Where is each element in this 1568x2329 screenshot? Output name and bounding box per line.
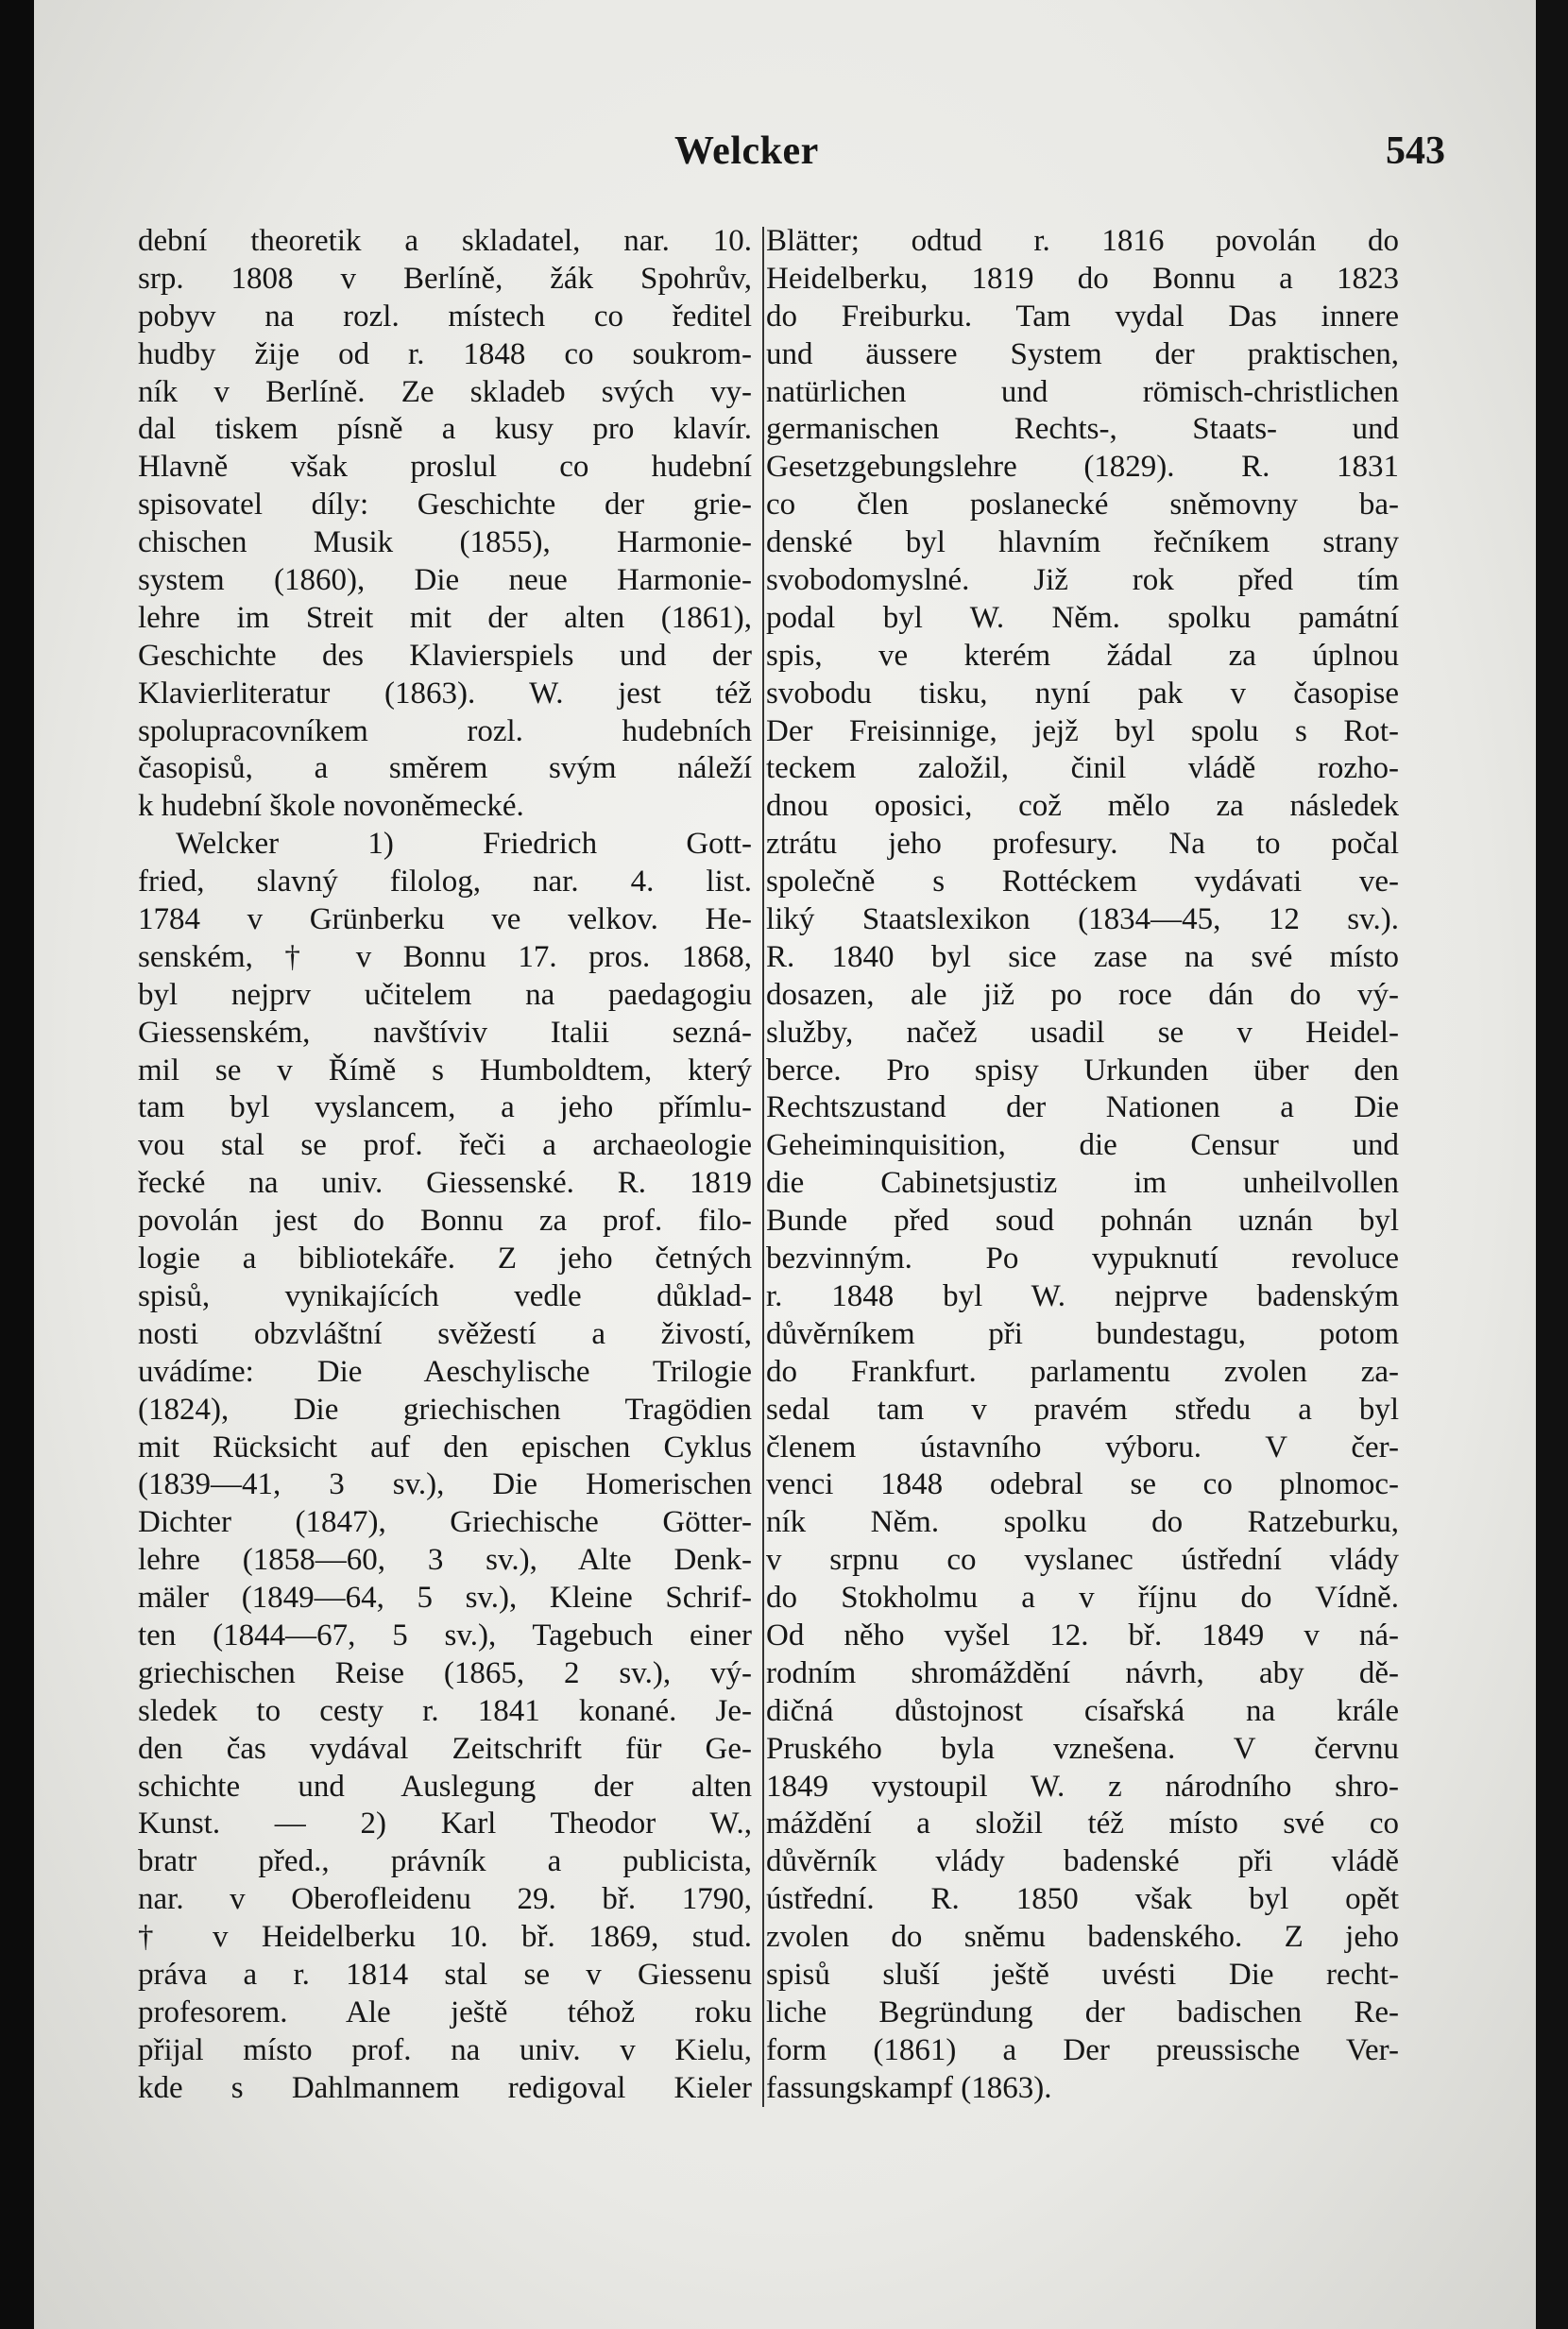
text-line: (1839—41, 3 sv.), Die Homerischen <box>138 1467 752 1502</box>
text-line: Gesetzgebungslehre (1829). R. 1831 <box>766 450 1399 485</box>
text-line: mit Rücksicht auf den epischen Cyklus <box>138 1430 752 1464</box>
text-line: zvolen do sněmu badenského. Z jeho <box>766 1920 1399 1955</box>
text-line: system (1860), Die neue Harmonie- <box>138 563 752 598</box>
text-line: † v Heidelberku 10. bř. 1869, stud. <box>138 1920 752 1955</box>
text-line: co člen poslanecké sněmovny ba- <box>766 488 1399 522</box>
text-line: mil se v Římě s Humboldtem, který <box>138 1053 752 1087</box>
text-line: Heidelberku, 1819 do Bonnu a 1823 <box>766 261 1399 296</box>
text-line: mäler (1849—64, 5 sv.), Kleine Schrif- <box>138 1581 752 1616</box>
text-line: časopisů, a směrem svým náleží <box>138 751 752 786</box>
text-line: spisů sluší ještě uvésti Die recht- <box>766 1957 1399 1992</box>
book-page <box>34 0 1536 2329</box>
text-line: profesorem. Ale ještě téhož roku <box>138 1995 752 2029</box>
text-line: přijal místo prof. na univ. v Kielu, <box>138 2032 752 2067</box>
text-line: dosazen, ale již po roce dán do vý- <box>766 977 1399 1012</box>
left-column <box>138 223 752 2108</box>
text-line: Hlavně však proslul co hudební <box>138 450 752 485</box>
text-line: senském, † v Bonnu 17. pros. 1868, <box>138 939 752 974</box>
text-line: 1784 v Grünberku ve velkov. He- <box>138 902 752 937</box>
text-line: spisů, vynikajících vedle důklad- <box>138 1278 752 1313</box>
text-line: podal byl W. Něm. spolku památní <box>766 600 1399 635</box>
text-line: ústřední. R. 1850 však byl opět <box>766 1882 1399 1917</box>
text-line: liký Staatslexikon (1834—45, 12 sv.). <box>766 902 1399 937</box>
text-line: denské byl hlavním řečníkem strany <box>766 525 1399 560</box>
text-line: venci 1848 odebral se co plnomoc- <box>766 1467 1399 1502</box>
text-line: uvádíme: Die Aeschylische Trilogie <box>138 1354 752 1389</box>
text-line: (1824), Die griechischen Tragödien <box>138 1392 752 1427</box>
text-line: společně s Rottéckem vydávati ve- <box>766 865 1399 899</box>
text-line: členem ústavního výboru. V čer- <box>766 1430 1399 1464</box>
text-line: teckem založil, činil vládě rozho- <box>766 751 1399 786</box>
text-line: schichte und Auslegung der alten <box>138 1769 752 1804</box>
text-line: nar. v Oberofleidenu 29. bř. 1790, <box>138 1882 752 1917</box>
text-line: ten (1844—67, 5 sv.), Tagebuch einer <box>138 1618 752 1653</box>
text-line: logie a bibliotekáře. Z jeho četných <box>138 1242 752 1276</box>
text-line: germanischen Rechts-, Staats- und <box>766 412 1399 447</box>
text-line: spolupracovníkem rozl. hudebních <box>138 713 752 748</box>
text-line: bratr před., právník a publicista, <box>138 1844 752 1879</box>
text-line: byl nejprv učitelem na paedagogiu <box>138 977 752 1012</box>
text-line: dal tiskem písně a kusy pro klavír. <box>138 412 752 447</box>
text-line: Der Freisinnige, jejž byl spolu s Rot- <box>766 713 1399 748</box>
text-line: Blätter; odtud r. 1816 povolán do <box>766 224 1399 258</box>
text-line: kde s Dahlmannem redigoval Kieler <box>138 2070 752 2105</box>
text-line: rodním shromáždění návrh, aby dě- <box>766 1655 1399 1690</box>
text-line: do Stokholmu a v říjnu do Vídně. <box>766 1581 1399 1616</box>
text-line: tam byl vyslancem, a jeho přímlu- <box>138 1090 752 1125</box>
text-line: r. 1848 byl W. nejprve badenským <box>766 1278 1399 1313</box>
running-title: Welcker <box>674 129 819 173</box>
text-line: Pruského byla vznešena. V červnu <box>766 1731 1399 1766</box>
column-divider <box>762 227 764 2107</box>
text-line: ník v Berlíně. Ze skladeb svých vy- <box>138 374 752 409</box>
text-line: ník Něm. spolku do Ratzeburku, <box>766 1505 1399 1540</box>
text-line: pobyv na rozl. místech co ředitel <box>138 299 752 334</box>
text-line: form (1861) a Der preussische Ver- <box>766 2032 1399 2067</box>
text-line: lehre im Streit mit der alten (1861), <box>138 600 752 635</box>
text-line: svobodu tisku, nyní pak v časopise <box>766 676 1399 711</box>
text-line: und äussere System der praktischen, <box>766 336 1399 371</box>
text-line: Od něho vyšel 12. bř. 1849 v ná- <box>766 1618 1399 1653</box>
text-line: chischen Musik (1855), Harmonie- <box>138 525 752 560</box>
text-line: bezvinným. Po vypuknutí revoluce <box>766 1242 1399 1276</box>
page-header <box>34 128 1536 185</box>
text-line: den čas vydával Zeitschrift für Ge- <box>138 1731 752 1766</box>
text-line: R. 1840 byl sice zase na své místo <box>766 939 1399 974</box>
text-line: do Frankfurt. parlamentu zvolen za- <box>766 1354 1399 1389</box>
text-line: v srpnu co vyslanec ústřední vlády <box>766 1543 1399 1578</box>
text-line: berce. Pro spisy Urkunden über den <box>766 1053 1399 1087</box>
scan-border-left <box>0 0 34 2329</box>
text-line: hudby žije od r. 1848 co soukrom- <box>138 336 752 371</box>
text-line: práva a r. 1814 stal se v Giessenu <box>138 1957 752 1992</box>
text-line: máždění a složil též místo své co <box>766 1807 1399 1841</box>
text-line: Klavierliteratur (1863). W. jest též <box>138 676 752 711</box>
text-line: Giessenském, navštíviv Italii sezná- <box>138 1015 752 1050</box>
text-line: dičná důstojnost císařská na krále <box>766 1693 1399 1728</box>
text-line: Dichter (1847), Griechische Götter- <box>138 1505 752 1540</box>
text-line: do Freiburku. Tam vydal Das innere <box>766 299 1399 334</box>
text-line: svobodomyslné. Již rok před tím <box>766 563 1399 598</box>
text-line: ztrátu jeho profesury. Na to počal <box>766 827 1399 862</box>
right-column <box>766 223 1399 2108</box>
text-line: služby, načež usadil se v Heidel- <box>766 1015 1399 1050</box>
text-line: Geschichte des Klavierspiels und der <box>138 638 752 673</box>
text-line: lehre (1858—60, 3 sv.), Alte Denk- <box>138 1543 752 1578</box>
text-line: spisovatel díly: Geschichte der grie- <box>138 488 752 522</box>
text-line: spis, ve kterém žádal za úplnou <box>766 638 1399 673</box>
text-line: 1849 vystoupil W. z národního shro- <box>766 1769 1399 1804</box>
text-line: liche Begründung der badischen Re- <box>766 1995 1399 2029</box>
text-line: griechischen Reise (1865, 2 sv.), vý- <box>138 1655 752 1690</box>
text-line: Kunst. — 2) Karl Theodor W., <box>138 1807 752 1841</box>
page-number: 543 <box>1386 129 1445 173</box>
text-line: Rechtszustand der Nationen a Die <box>766 1090 1399 1125</box>
text-line: fried, slavný filolog, nar. 4. list. <box>138 865 752 899</box>
text-line: důvěrníkem při bundestagu, potom <box>766 1316 1399 1351</box>
text-line: sledek to cesty r. 1841 konané. Je- <box>138 1693 752 1728</box>
text-line: dební theoretik a skladatel, nar. 10. <box>138 224 752 258</box>
text-line: vou stal se prof. řeči a archaeologie <box>138 1128 752 1163</box>
text-line: srp. 1808 v Berlíně, žák Spohrův, <box>138 261 752 296</box>
text-line: nosti obzvláštní svěžestí a živostí, <box>138 1316 752 1351</box>
text-line: Geheiminquisition, die Censur und <box>766 1128 1399 1163</box>
text-line: řecké na univ. Giessenské. R. 1819 <box>138 1166 752 1201</box>
text-line: fassungskampf (1863). <box>766 2070 1052 2105</box>
text-line: die Cabinetsjustiz im unheilvollen <box>766 1166 1399 1201</box>
text-line: k hudební škole novoněmecké. <box>138 789 524 824</box>
scan-border-right <box>1536 0 1568 2329</box>
text-line: Welcker 1) Friedrich Gott- <box>176 827 752 862</box>
text-line: důvěrník vlády badenské při vládě <box>766 1844 1399 1879</box>
text-line: povolán jest do Bonnu za prof. filo- <box>138 1204 752 1239</box>
text-line: sedal tam v pravém středu a byl <box>766 1392 1399 1427</box>
text-line: Bunde před soud pohnán uznán byl <box>766 1204 1399 1239</box>
text-line: dnou oposici, což mělo za následek <box>766 789 1399 824</box>
text-line: natürlichen und römisch-christlichen <box>766 374 1399 409</box>
